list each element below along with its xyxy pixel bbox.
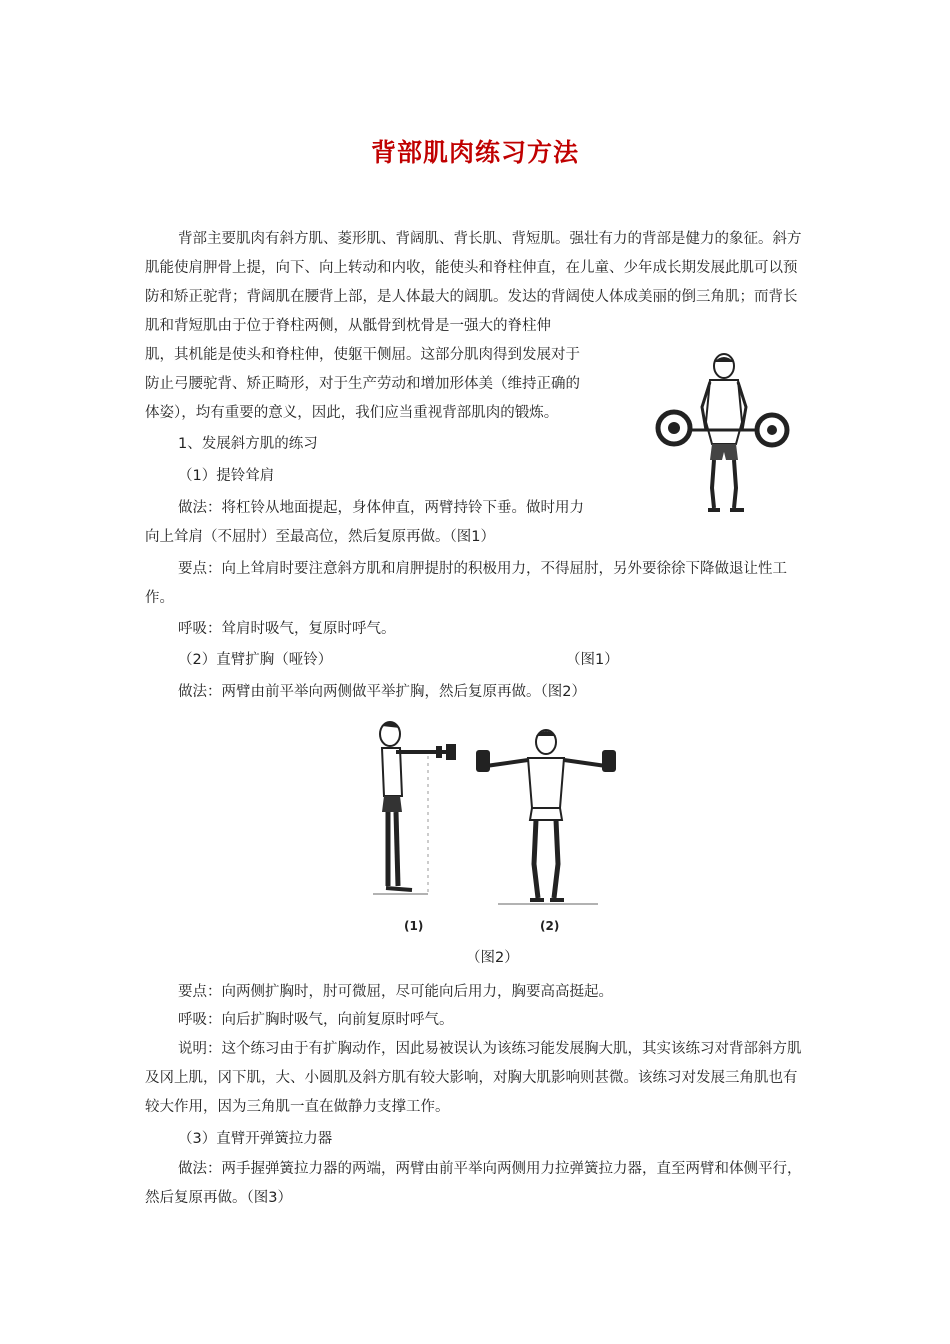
figure-1-caption: （图1） xyxy=(566,652,619,668)
intro-line-2: 防止弓腰驼背、矫正畸形，对于生产劳动和增加形体美（维持正确的 xyxy=(145,376,580,392)
exercise-heading-shrug: （1）提铃耸肩 xyxy=(178,468,275,484)
shrug-key-points: 要点：向上耸肩时要注意斜方肌和肩胛提肘的积极用力，不得屈肘，另外要徐徐下降做退让性工作。 xyxy=(145,561,787,606)
chest-expansion-method: 做法：两臂由前平举向两侧做平举扩胸，然后复原再做。（图2） xyxy=(178,684,586,700)
page-title: 背部肌肉练习方法 xyxy=(370,138,579,167)
shrug-method-line-1: 做法：将杠铃从地面提起，身体伸直，两臂持铃下垂。做时用力 xyxy=(178,500,584,516)
shrug-breathing: 呼吸：耸肩时吸气，复原时呼气。 xyxy=(178,621,396,637)
intro-line-1: 肌，其机能是使头和脊柱伸，使躯干侧屈。这部分肌肉得到发展对于 xyxy=(145,347,580,363)
intro-paragraph: 背部主要肌肉有斜方肌、菱形肌、背阔肌、背长肌、背短肌。强壮有力的背部是健力的象征。斜方肌能使肩胛骨上提，向下、向上转动和内收，能使头和脊柱伸直，在儿童、少年成长期发展此肌可以预防和矫正驼背；背阔肌在腰背上部，是人体最大的阔肌。发达的背阔使人体成美丽的倒三角肌；而背长肌和背短肌由于位于脊柱两侧，从骶骨到枕骨是一强大的脊柱伸 xyxy=(145,231,802,334)
figure-2-label-a: (1) xyxy=(404,919,424,933)
figure-2-caption: （图2） xyxy=(466,950,519,966)
figure-2-dumbbell-expansion xyxy=(368,716,618,938)
shrug-method-line-2: 向上耸肩（不屈肘）至最高位，然后复原再做。（图1） xyxy=(145,529,495,545)
exercise-heading-chest-expansion: （2）直臂扩胸（哑铃） xyxy=(178,652,333,668)
section-heading-trapezius: 1、发展斜方肌的练习 xyxy=(178,436,318,452)
intro-line-3: 体姿），均有重要的意义，因此，我们应当重视背部肌肉的锻炼。 xyxy=(145,405,559,421)
chest-expansion-breathing: 呼吸：向后扩胸时吸气，向前复原时呼气。 xyxy=(178,1012,454,1028)
spring-expander-method: 做法：两手握弹簧拉力器的两端，两臂由前平举向两侧用力拉弹簧拉力器，直至两臂和体侧平行，然后复原再做。（图3） xyxy=(145,1161,802,1206)
chest-expansion-key-points: 要点：向两侧扩胸时，肘可微屈，尽可能向后用力，胸要高高挺起。 xyxy=(178,984,613,1000)
figure-2-label-b: (2) xyxy=(540,919,560,933)
exercise-heading-spring-expander: （3）直臂开弹簧拉力器 xyxy=(178,1131,333,1147)
chest-expansion-note: 说明：这个练习由于有扩胸动作，因此易被误认为该练习能发展胸大肌，其实该练习对背部斜方肌及冈上肌，冈下肌，大、小圆肌及斜方肌有较大影响，对胸大肌影响则甚微。该练习对发展三角肌也有较大作用，因为三角肌一直在做静力支撑工作。 xyxy=(145,1041,802,1115)
figure-1-barbell-shrug xyxy=(652,352,792,518)
